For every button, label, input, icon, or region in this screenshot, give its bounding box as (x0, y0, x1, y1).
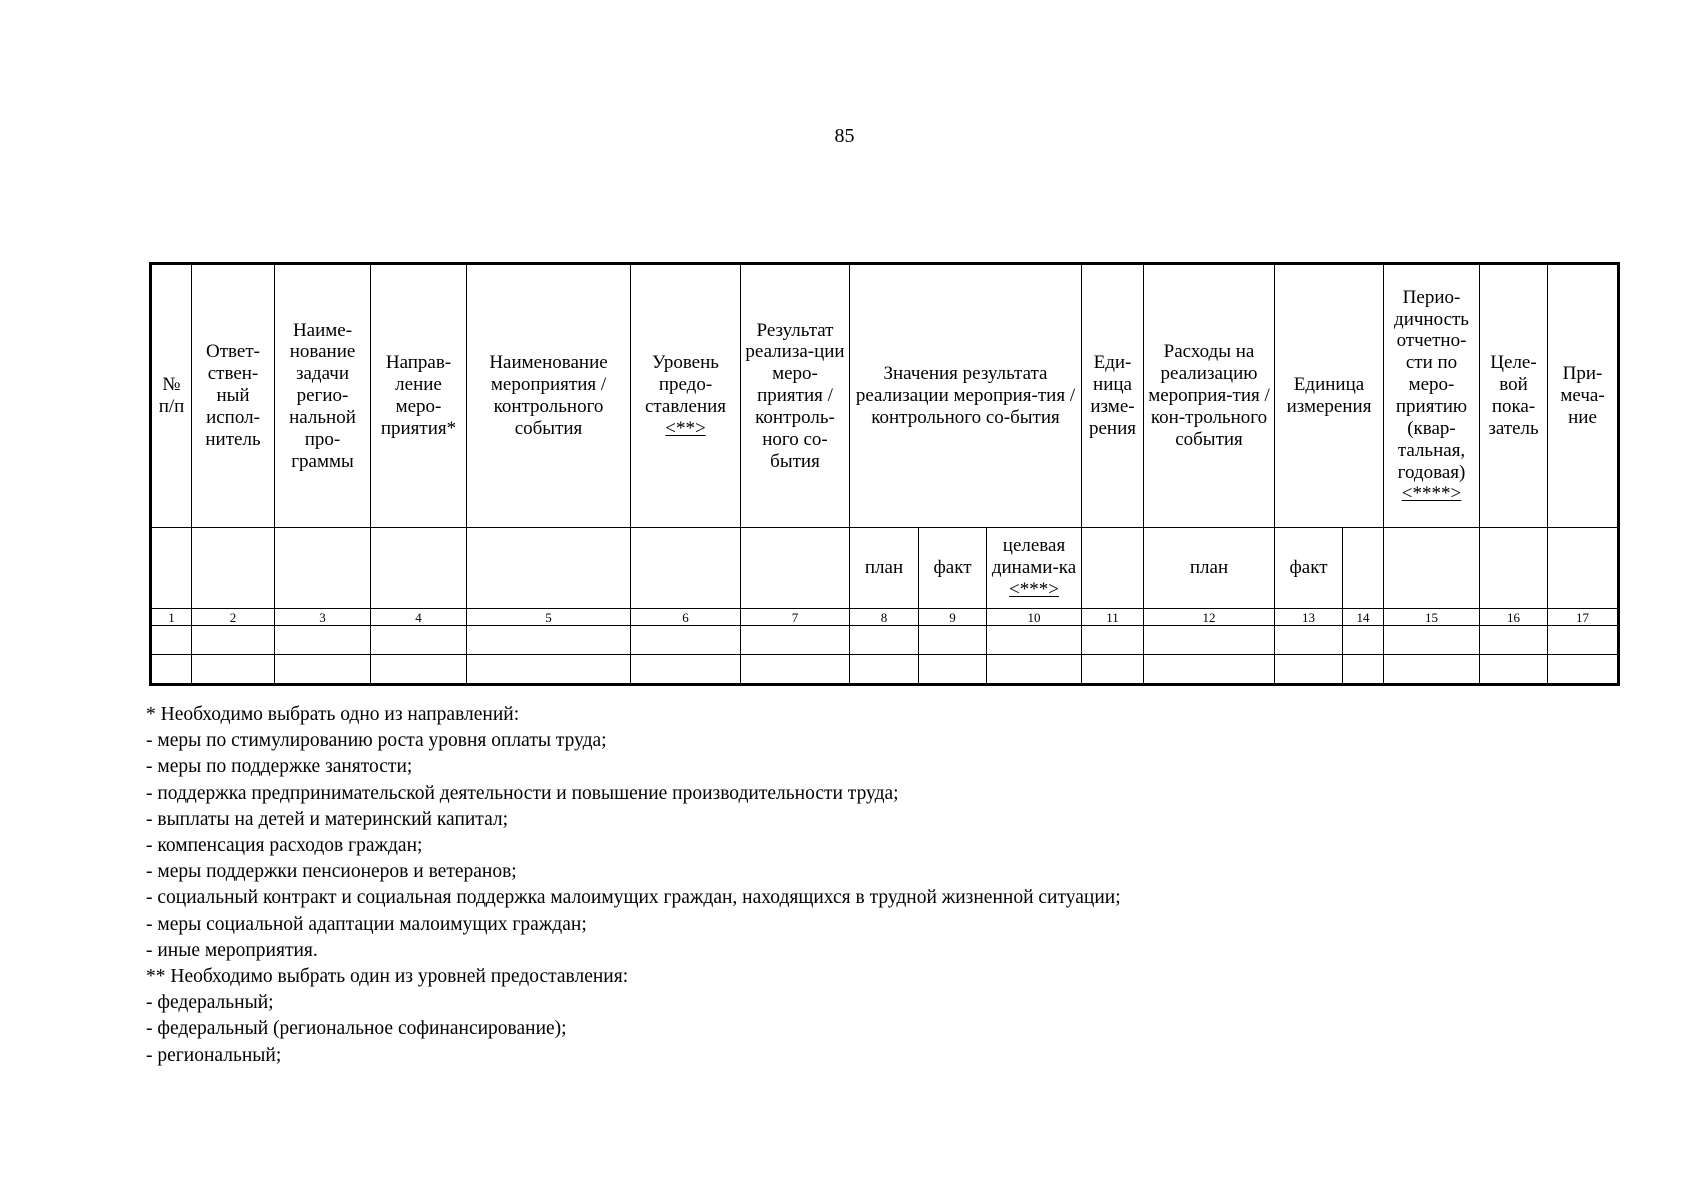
column-number: 8 (850, 609, 919, 626)
subheader-row (151, 528, 1619, 609)
column-number: 14 (1343, 609, 1384, 626)
column-number: 13 (1275, 609, 1343, 626)
header-periodicity-text: Перио-дичность отчетно-сти по меро-приятию (квар-тальная, годовая) (1394, 286, 1469, 483)
subheader-target (987, 528, 1082, 609)
footnote-line: - выплаты на детей и материнский капитал; (146, 808, 509, 830)
subheader-fact-2: факт (1275, 528, 1343, 609)
header-level (631, 264, 741, 528)
footnote-line: - меры поддержки пенсионеров и ветеранов; (146, 861, 517, 883)
column-number: 2 (192, 609, 275, 626)
header-expenses: Расходы на реализацию мероприя-тия / кон-трольного события (1144, 264, 1275, 528)
footnote-line: - федеральный; (146, 992, 274, 1014)
subheader-plan-2: план (1144, 528, 1275, 609)
subheader-target-text: целевая динами-ка (991, 535, 1077, 579)
footnotes (146, 702, 1606, 1069)
footnote-line: - меры по стимулированию роста уровня оплаты труда; (146, 730, 607, 752)
column-number: 12 (1144, 609, 1275, 626)
header-unit: Еди-ница изме-рения (1082, 264, 1144, 528)
header-level-text: Уровень предо-ставления (644, 352, 727, 417)
footnote-line: - компенсация расходов граждан; (146, 835, 423, 857)
header-target-indicator: Целе-вой пока-затель (1480, 264, 1548, 528)
column-number: 15 (1384, 609, 1480, 626)
column-number: 11 (1082, 609, 1144, 626)
report-table (149, 262, 1620, 686)
column-number: 6 (631, 609, 741, 626)
column-numbers-row (151, 609, 1619, 626)
header-row (151, 264, 1619, 528)
page-number: 85 (834, 125, 855, 147)
header-executor: Ответ-ствен-ный испол-нитель (192, 264, 275, 528)
header-periodicity-ref: <****> (1401, 483, 1462, 505)
header-periodicity (1384, 264, 1480, 528)
column-number: 5 (467, 609, 631, 626)
subheader-target-ref: <***> (1009, 578, 1059, 600)
header-number: № п/п (151, 264, 192, 528)
header-event-name: Наименование мероприятия / контрольного события (467, 264, 631, 528)
column-number: 10 (987, 609, 1082, 626)
column-number: 1 (151, 609, 192, 626)
header-task-name: Наиме-нование задачи регио-нальной про-граммы (275, 264, 371, 528)
header-unit-2: Единица измерения (1275, 264, 1384, 528)
header-direction: Направ-ление меро-приятия* (371, 264, 467, 528)
table-row (151, 655, 1619, 685)
header-result-values: Значения результата реализации мероприя-тия / контрольного со-бытия (850, 264, 1082, 528)
table-row (151, 626, 1619, 655)
footnote-line: - меры по поддержке занятости; (146, 756, 413, 778)
footnote-line: * Необходимо выбрать одно из направлений: (146, 704, 520, 725)
subheader-plan: план (850, 528, 919, 609)
column-number: 3 (275, 609, 371, 626)
footnote-line: - иные мероприятия. (146, 939, 318, 961)
column-number: 9 (919, 609, 987, 626)
footnote-line: - поддержка предпринимательской деятельности и повышение производительности труда; (146, 782, 899, 804)
header-result: Результат реализа-ции меро-приятия / контроль-ного со-бытия (741, 264, 850, 528)
header-note: При-меча-ние (1548, 264, 1619, 528)
subheader-fact: факт (919, 528, 987, 609)
footnote-line: - меры социальной адаптации малоимущих граждан; (146, 913, 587, 935)
footnote-line: - региональный; (146, 1044, 282, 1066)
column-number: 4 (371, 609, 467, 626)
footnote-line: - социальный контракт и социальная поддержка малоимущих граждан, находящихся в трудной жизненной ситуации; (146, 887, 1121, 909)
column-number: 17 (1548, 609, 1619, 626)
column-number: 7 (741, 609, 850, 626)
footnote-line: ** Необходимо выбрать один из уровней предоставления: (146, 966, 629, 988)
footnote-line: - федеральный (региональное софинансирование); (146, 1018, 567, 1040)
column-number: 16 (1480, 609, 1548, 626)
header-level-ref: <**> (665, 417, 706, 439)
